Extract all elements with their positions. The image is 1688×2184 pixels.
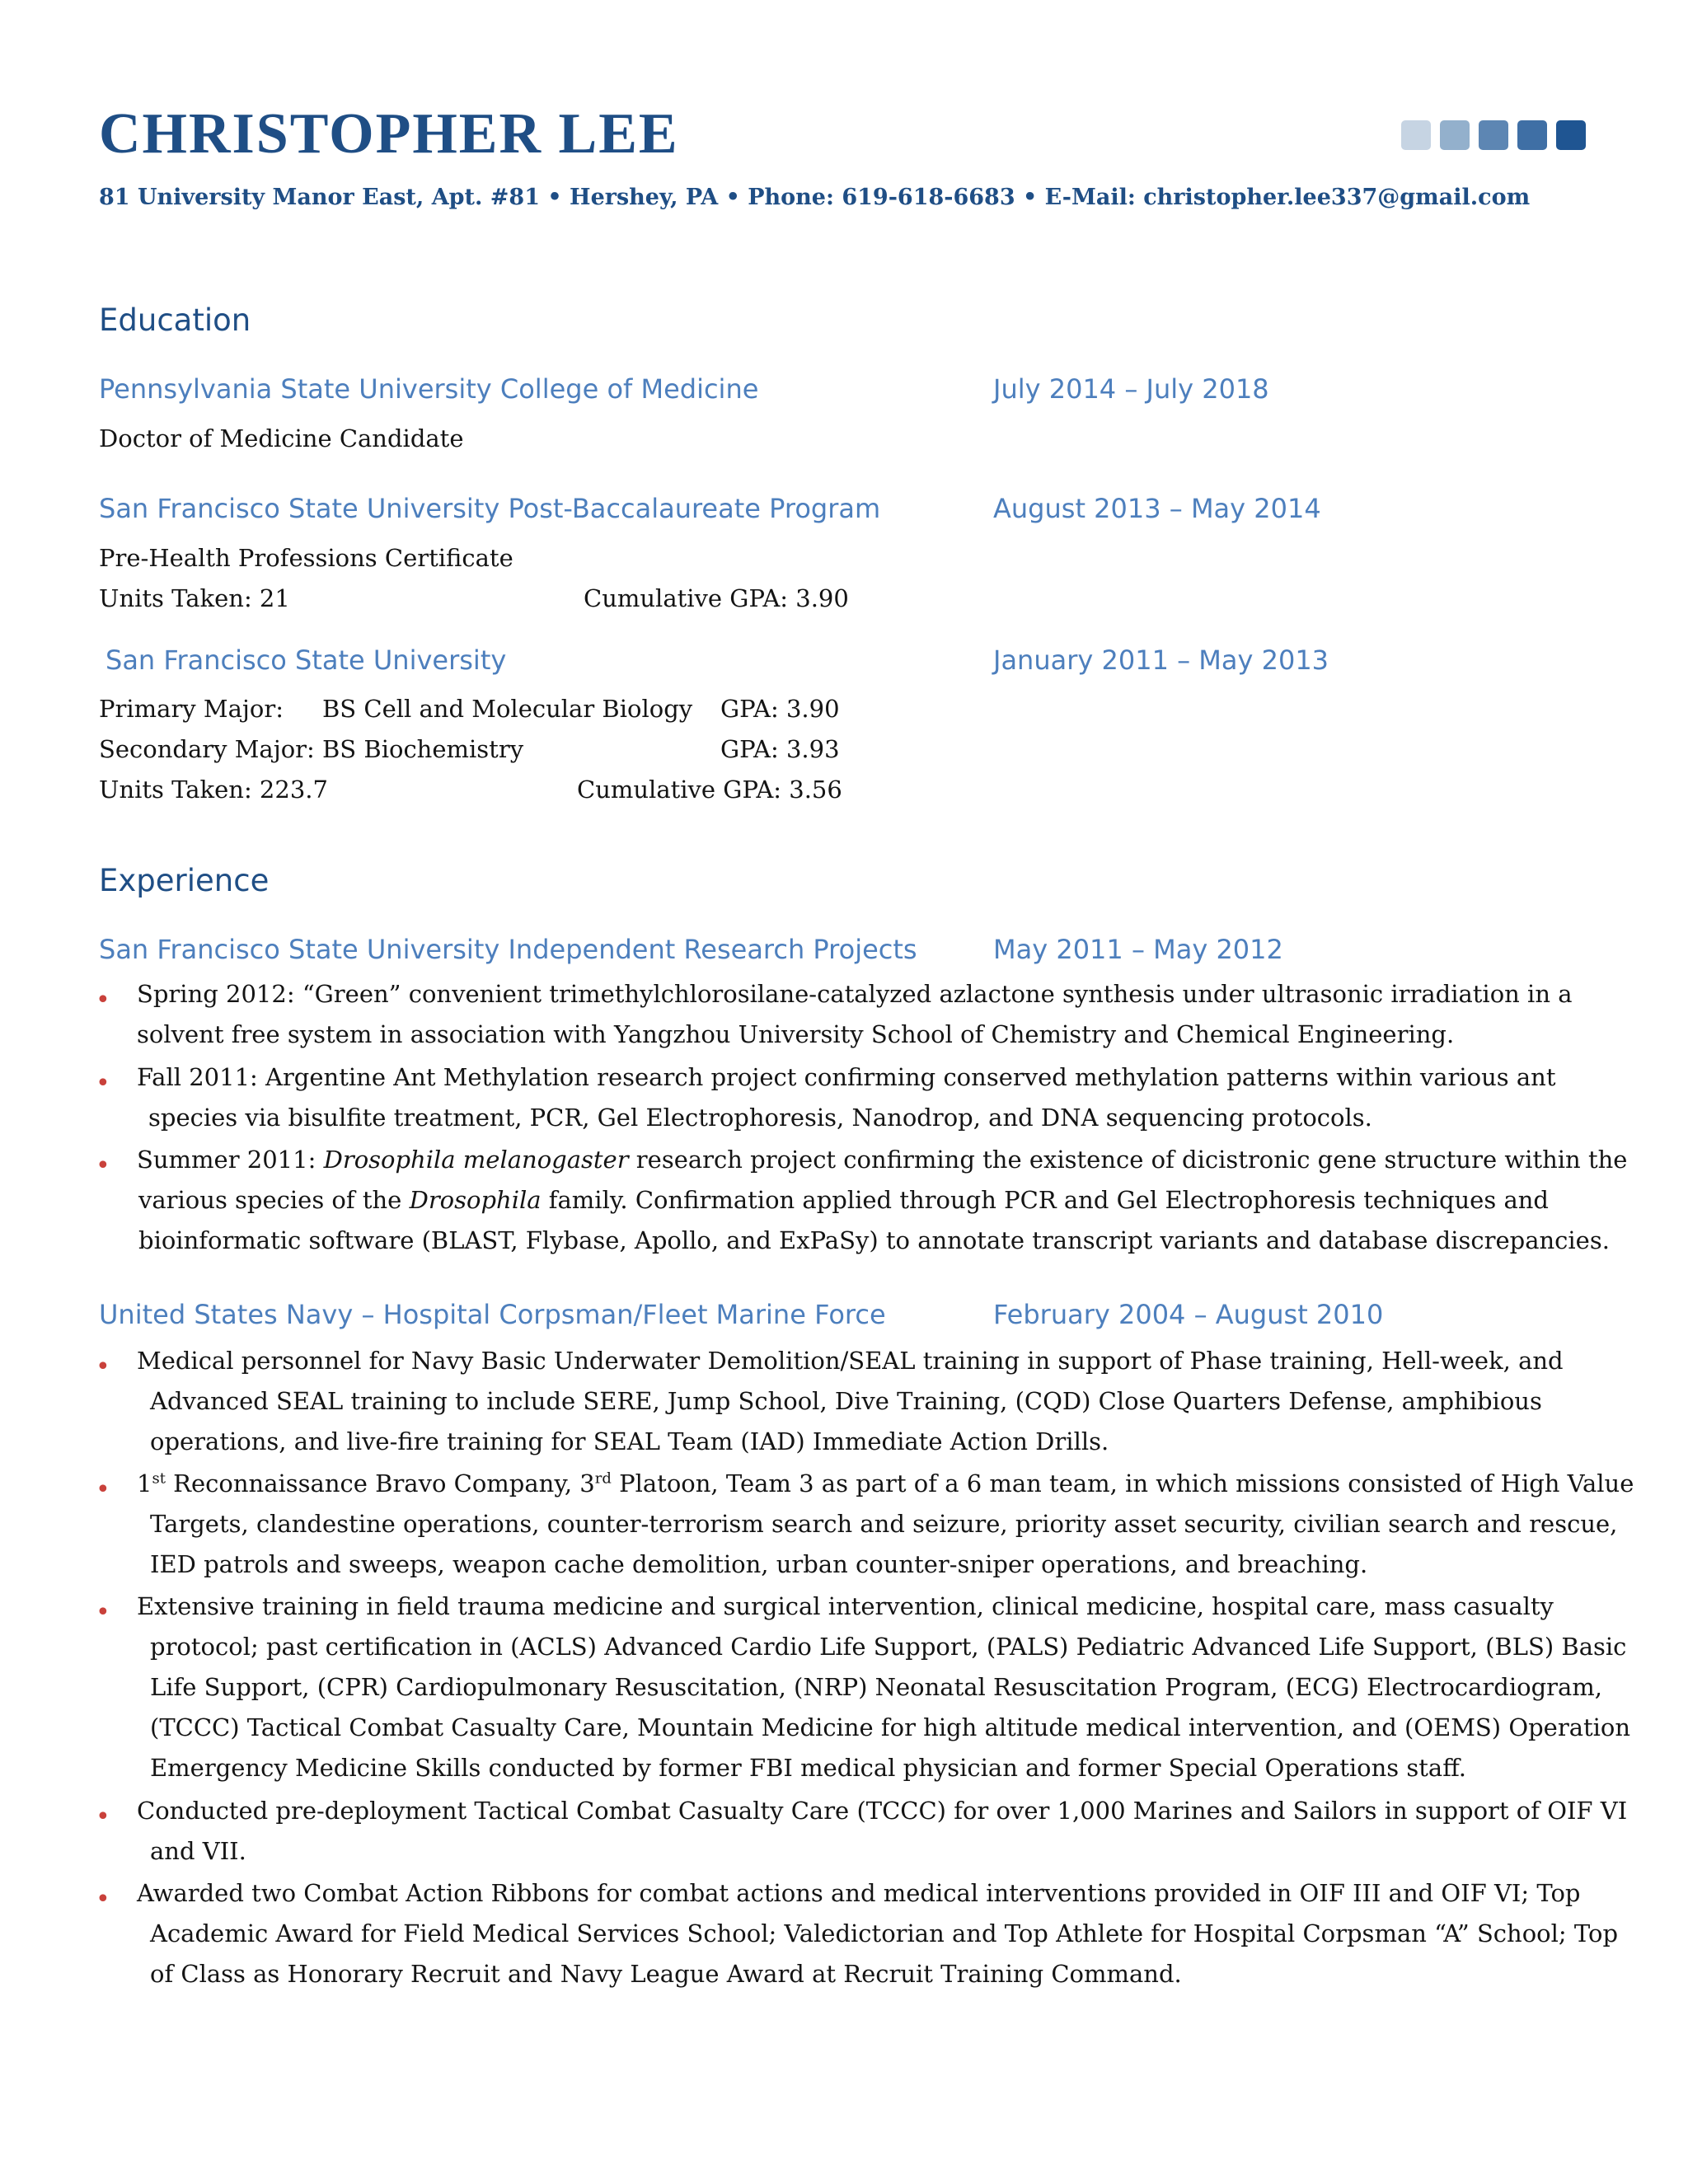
accent-square	[1556, 120, 1586, 150]
experience-heading: Experience	[99, 863, 270, 898]
bullet-dot: •	[96, 986, 110, 1015]
experience-dates: May 2011 – May 2012	[993, 934, 1283, 965]
ordinal-suffix: rd	[594, 1469, 612, 1488]
bullet-text: various species of the	[138, 1186, 410, 1214]
major-label: Primary Major:	[99, 695, 284, 723]
candidate-name: CHRISTOPHER LEE	[99, 102, 679, 166]
accent-square	[1401, 120, 1431, 150]
bullet-line: Fall 2011: Argentine Ant Methylation research project confirming conserved methylation patterns within various ant	[137, 1063, 1556, 1091]
major-gpa: GPA: 3.90	[720, 695, 840, 723]
bullet-dot: •	[96, 1598, 110, 1627]
bullet-dot: •	[96, 1475, 110, 1504]
accent-square	[1479, 120, 1508, 150]
bullet-dot: •	[96, 1151, 110, 1180]
accent-squares	[1401, 120, 1586, 150]
bullet-text: Reconnaissance Bravo Company, 3	[165, 1469, 595, 1497]
major-label: Secondary Major:	[99, 735, 315, 763]
education-school: San Francisco State University	[106, 644, 507, 676]
bullet-line: Medical personnel for Navy Basic Underwater Demolition/SEAL training in support of Phase training, Hell-week, and	[137, 1347, 1564, 1375]
bullet-line	[137, 1469, 1634, 1497]
accent-square	[1440, 120, 1470, 150]
units-taken: Units Taken: 223.7	[99, 776, 328, 804]
bullet-line	[137, 1146, 1627, 1174]
bullet-text: research project confirming the existence of dicistronic gene structure within the	[628, 1146, 1628, 1174]
cumulative-gpa: Cumulative GPA: 3.56	[577, 776, 842, 804]
bullet-line: (TCCC) Tactical Combat Casualty Care, Mountain Medicine for high altitude medical intervention, and (OEMS) Operation	[150, 1713, 1631, 1741]
bullet-line: Spring 2012: “Green” convenient trimethylchlorosilane-catalyzed azlactone synthesis under ultrasonic irradiation in a	[137, 980, 1573, 1008]
education-dates: August 2013 – May 2014	[993, 493, 1321, 524]
education-heading: Education	[99, 302, 251, 338]
bullet-line: Conducted pre-deployment Tactical Combat Casualty Care (TCCC) for over 1,000 Marines and Sailors in support of OIF VI	[137, 1797, 1628, 1825]
genus-name: Drosophila	[409, 1186, 542, 1214]
bullet-line: bioinformatic software (BLAST, Flybase, Apollo, and ExPaSy) to annotate transcript variants and database discrepancies.	[138, 1226, 1610, 1254]
education-school: Pennsylvania State University College of Medicine	[99, 373, 759, 405]
bullet-line	[138, 1186, 1549, 1214]
bullet-line: Life Support, (CPR) Cardiopulmonary Resuscitation, (NRP) Neonatal Resuscitation Program, (ECG) Electrocardiogram,	[150, 1673, 1603, 1701]
education-degree: Doctor of Medicine Candidate	[99, 424, 464, 452]
bullet-line: Advanced SEAL training to include SERE, Jump School, Dive Training, (CQD) Close Quarters Defense, amphibious	[150, 1387, 1542, 1415]
bullet-line: Awarded two Combat Action Ribbons for combat actions and medical interventions provided in OIF III and OIF VI; Top	[137, 1879, 1581, 1907]
bullet-dot: •	[96, 1802, 110, 1831]
education-degree: Pre-Health Professions Certificate	[99, 544, 513, 572]
bullet-line: and VII.	[150, 1837, 246, 1865]
bullet-line: Academic Award for Field Medical Services School; Valedictorian and Top Athlete for Hospital Corpsman “A” School; Top	[150, 1919, 1619, 1947]
species-name: Drosophila melanogaster	[323, 1146, 629, 1174]
bullet-line: operations, and live-fire training for SEAL Team (IAD) Immediate Action Drills.	[150, 1427, 1109, 1455]
bullet-dot: •	[96, 1352, 110, 1381]
bullet-line: Extensive training in field trauma medicine and surgical intervention, clinical medicine, hospital care, mass casualty	[137, 1592, 1554, 1620]
bullet-text: Platoon, Team 3 as part of a 6 man team, in which missions consisted of High Value	[611, 1469, 1634, 1497]
experience-title: United States Navy – Hospital Corpsman/Fleet Marine Force	[99, 1299, 886, 1330]
bullet-text: Summer 2011:	[137, 1146, 324, 1174]
major-name: BS Biochemistry	[322, 735, 524, 763]
bullet-text: 1	[137, 1469, 152, 1497]
bullet-line: Targets, clandestine operations, counter-terrorism search and seizure, priority asset security, civilian search and rescue,	[150, 1510, 1618, 1538]
ordinal-suffix: st	[152, 1469, 166, 1488]
contact-line: 81 University Manor East, Apt. #81 • Hershey, PA • Phone: 619-618-6683 • E-Mail: christopher.lee337@gmail.com	[99, 185, 1531, 210]
major-gpa: GPA: 3.93	[720, 735, 840, 763]
units-taken: Units Taken: 21	[99, 584, 290, 612]
education-school: San Francisco State University Post-Baccalaureate Program	[99, 493, 881, 524]
cumulative-gpa: Cumulative GPA: 3.90	[584, 584, 849, 612]
education-dates: July 2014 – July 2018	[993, 373, 1269, 405]
bullet-line: species via bisulfite treatment, PCR, Gel Electrophoresis, Nanodrop, and DNA sequencing protocols.	[148, 1104, 1372, 1132]
bullet-line: Emergency Medicine Skills conducted by former FBI medical physician and former Special Operations staff.	[150, 1754, 1466, 1782]
experience-dates: February 2004 – August 2010	[993, 1299, 1384, 1330]
bullet-line: solvent free system in association with Yangzhou University School of Chemistry and Chemical Engineering.	[137, 1020, 1455, 1048]
experience-title: San Francisco State University Independent Research Projects	[99, 934, 917, 965]
major-name: BS Cell and Molecular Biology	[322, 695, 693, 723]
bullet-dot: •	[96, 1885, 110, 1914]
bullet-line: of Class as Honorary Recruit and Navy League Award at Recruit Training Command.	[150, 1960, 1182, 1988]
bullet-line: protocol; past certification in (ACLS) Advanced Cardio Life Support, (PALS) Pediatric Advanced Life Support, (BLS) Basic	[150, 1633, 1627, 1661]
accent-square	[1517, 120, 1547, 150]
bullet-text: family. Confirmation applied through PCR and Gel Electrophoresis techniques and	[541, 1186, 1549, 1214]
bullet-dot: •	[96, 1069, 110, 1098]
education-dates: January 2011 – May 2013	[993, 644, 1329, 676]
bullet-line: IED patrols and sweeps, weapon cache demolition, urban counter-sniper operations, and breaching.	[150, 1550, 1368, 1578]
